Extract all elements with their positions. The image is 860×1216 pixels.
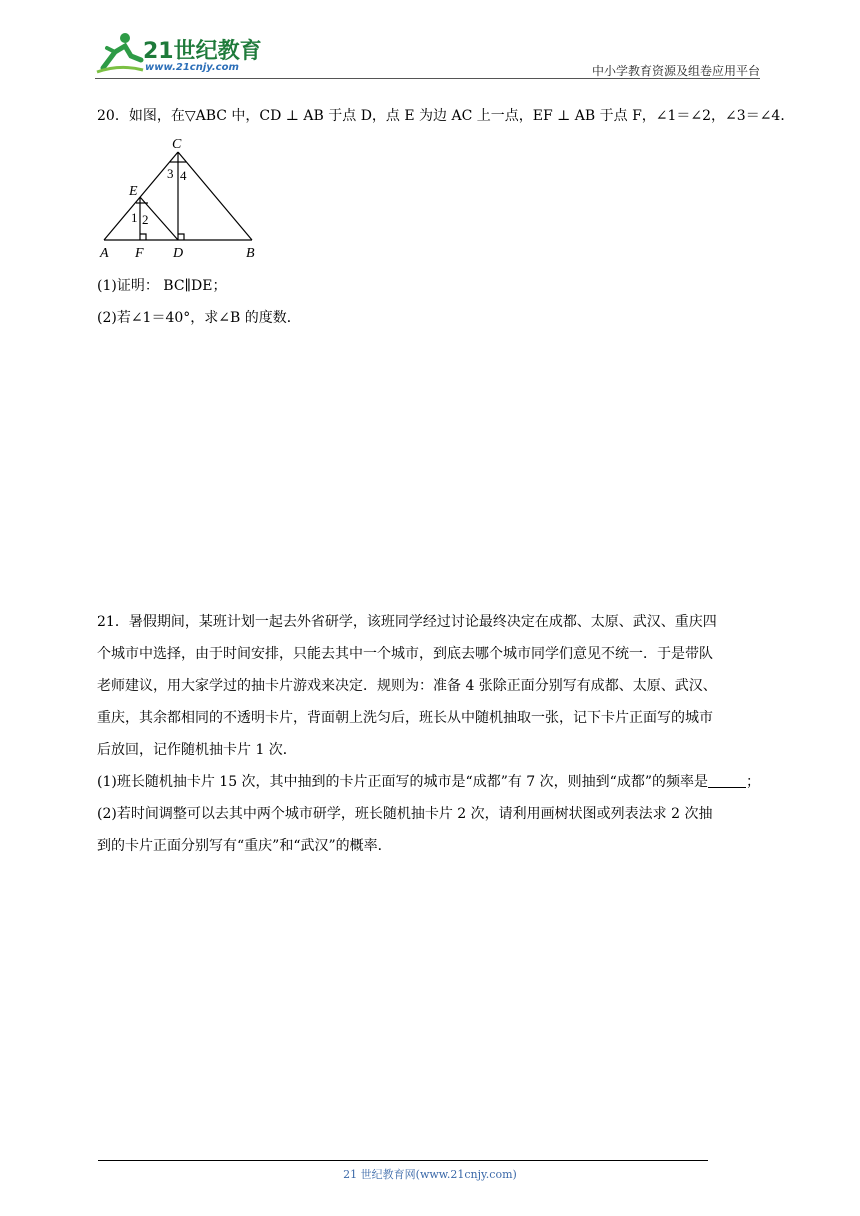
angle-3-label: 3 (167, 166, 174, 181)
label-C: C (172, 137, 182, 152)
q20-triangle-figure (98, 135, 268, 263)
footer-divider (98, 1160, 708, 1161)
angle-2-label: 2 (142, 212, 149, 227)
header-divider (95, 78, 760, 79)
label-F: F (135, 246, 144, 261)
q21-part1-end: ； (745, 774, 760, 790)
q21-part2-line2: 到的卡片正面分别写有“重庆”和“武汉”的概率． (97, 838, 392, 854)
label-D: D (173, 246, 184, 261)
q20-part1: (1)证明： BC∥DE； (97, 278, 227, 294)
label-A: A (100, 246, 109, 261)
page-header (95, 30, 760, 80)
runner-logo-icon (95, 30, 145, 74)
q21-part1-text: (1)班长随机抽卡片 15 次，其中抽到的卡片正面写的城市是“成都”有 7 次，则抽到“成都”的频率是 (97, 774, 708, 790)
q21-part2-line1: (2)若时间调整可以去其中两个城市研学，班长随机抽卡片 2 次，请利用画树状图或列表法求 2 次抽 (97, 806, 713, 822)
platform-name: 中小学教育资源及组卷应用平台 (591, 64, 760, 78)
angle-1-label: 1 (131, 210, 138, 225)
q21-line3: 老师建议，用大家学过的抽卡片游戏来决定．规则为：准备 4 张除正面分别写有成都、太原、武汉、 (97, 678, 717, 694)
q21-line1: 21．暑假期间，某班计划一起去外省研学，该班同学经过讨论最终决定在成都、太原、武汉、重庆四 (97, 614, 717, 630)
logo-text: 21世纪教育 (143, 39, 262, 64)
q21-part1 (97, 766, 777, 798)
page-footer: 21 世纪教育网(www.21cnjy.com) (343, 1168, 517, 1181)
q21-line2: 个城市中选择，由于时间安排，只能去其中一个城市，到底去哪个城市同学们意见不统一．于是带队 (97, 646, 713, 662)
q20-stem: 20．如图，在▽ABC 中，CD ⊥ AB 于点 D，点 E 为边 AC 上一点，EF ⊥ AB 于点 F，∠1＝∠2，∠3＝∠4． (97, 108, 795, 124)
answer-blank[interactable] (708, 773, 746, 788)
site-logo (95, 30, 265, 78)
triangle-diagram (98, 135, 268, 263)
q21-line5: 后放回，记作随机抽卡片 1 次． (97, 742, 297, 758)
label-B: B (246, 246, 255, 261)
q21-line4: 重庆，其余都相同的不透明卡片，背面朝上洗匀后，班长从中随机抽取一张，记下卡片正面写的城市 (97, 710, 713, 726)
angle-4-label: 4 (180, 168, 187, 183)
logo-url: www.21cnjy.com (145, 62, 239, 73)
q21-block (97, 606, 777, 862)
label-E: E (129, 184, 138, 199)
q20-part2: (2)若∠1＝40°，求∠B 的度数． (97, 310, 301, 326)
